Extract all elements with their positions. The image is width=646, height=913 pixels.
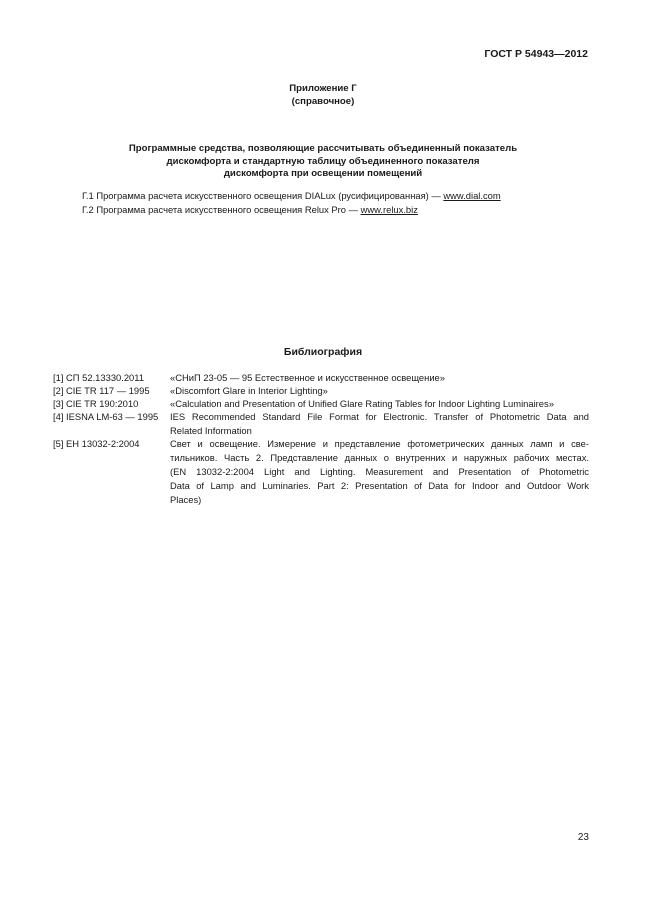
bibliography-line: Data of Lamp and Luminaries. Part 2: Presentation of Data for Indoor and Outdoor Work xyxy=(170,480,589,491)
bibliography-line: IES Recommended Standard File Format for Electronic. Transfer of Photometric Data and xyxy=(170,411,589,422)
relux-link[interactable]: www.relux.biz xyxy=(360,204,418,215)
bibliography-line: Свет и освещение. Измерение и представление фотометрических данных ламп и све- xyxy=(170,438,589,449)
annex-item-relux xyxy=(82,204,418,215)
annex-heading xyxy=(0,143,646,181)
annex-heading-line: дискомфорта при освещении помещений xyxy=(223,168,423,179)
bibliography-ref: [4] IESNA LM-63 — 1995 xyxy=(53,411,159,422)
annex-heading-line: Программные средства, позволяющие рассчитывать объединенный показатель xyxy=(128,143,518,154)
bibliography-text: «Calculation and Presentation of Unified Glare Rating Tables for Indoor Lighting Luminaires» xyxy=(170,398,554,409)
annex-item-text: Г.2 Программа расчета искусственного освещения Relux Pro — xyxy=(82,204,361,215)
bibliography-ref: [2] CIE TR 117 — 1995 xyxy=(53,385,150,396)
bibliography-entry xyxy=(53,437,589,507)
bibliography-text: «СНиП 23-05 — 95 Естественное и искусственное освещение» xyxy=(170,372,445,383)
annex-heading-line: дискомфорта и стандартную таблицу объединенного показателя xyxy=(166,155,480,167)
annex-item-text: Г.1 Программа расчета искусственного освещения DIALux (русифицированная) — xyxy=(82,190,444,201)
bibliography-line: тильников. Часть 2. Представление данных о внутренних и наружных рабочих местах. xyxy=(170,452,589,463)
bibliography-ref: [3] CIE TR 190:2010 xyxy=(53,398,139,409)
bibliography-entry xyxy=(53,371,589,385)
bibliography-text xyxy=(170,410,589,438)
dialux-link[interactable]: www.dial.com xyxy=(443,190,501,201)
bibliography-entry xyxy=(53,384,589,398)
bibliography-entry xyxy=(53,397,589,411)
bibliography-title: Библиография xyxy=(283,346,363,358)
annex-title: Приложение Г xyxy=(289,83,357,94)
bibliography-line: Places) xyxy=(170,494,202,505)
annex-item-dialux xyxy=(82,190,501,201)
bibliography-text: «Discomfort Glare in Interior Lighting» xyxy=(170,385,328,396)
bibliography-text xyxy=(170,437,589,507)
page-number: 23 xyxy=(577,832,589,843)
bibliography-line: Related Information xyxy=(170,425,252,436)
annex-subtitle: (справочное) xyxy=(291,96,355,107)
bibliography-ref: [5] ЕН 13032-2:2004 xyxy=(53,438,140,449)
document-code: ГОСТ Р 54943—2012 xyxy=(484,48,588,60)
bibliography-ref: [1] СП 52.13330.2011 xyxy=(53,372,145,383)
bibliography-line: (EN 13032-2:2004 Light and Lighting. Measurement and Presentation of Photometric xyxy=(170,466,589,477)
bibliography-entry xyxy=(53,410,589,438)
